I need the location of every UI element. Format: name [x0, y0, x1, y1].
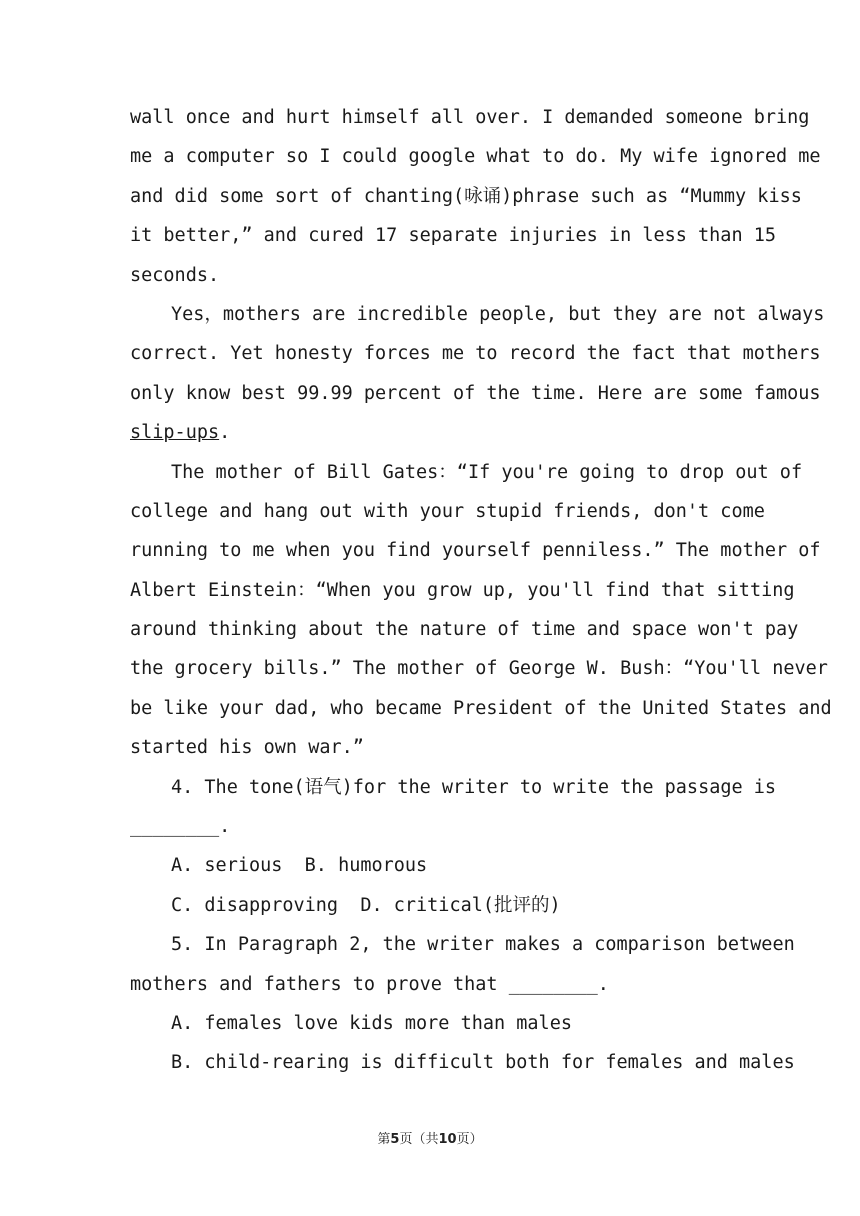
text-line: college and hang out with your stupid friends, don't come — [130, 500, 765, 522]
text-line: Albert Einstein：“When you grow up, you'll find that sitting — [130, 579, 795, 601]
question-5-option-b: B. child-rearing is difficult both for females and males — [171, 1052, 795, 1074]
text-line: only know best 99.99 percent of the time. Here are some famous — [130, 382, 821, 404]
question-5-option-a: A. females love kids more than males — [171, 1012, 572, 1034]
document-page — [130, 98, 832, 1083]
text-line: seconds. — [130, 264, 220, 286]
footer-prefix: 第 — [377, 1132, 391, 1147]
text-line: correct. Yet honesty forces me to record the fact that mothers — [130, 343, 821, 365]
text-line: Yes，mothers are incredible people, but they are not always — [171, 303, 825, 325]
text-line: wall once and hurt himself all over. I demanded someone bring — [130, 107, 810, 128]
footer-page-number: 5 — [390, 1132, 400, 1147]
footer-total-pages: 10 — [438, 1132, 457, 1147]
text-line: and did some sort of chanting(咏诵)phrase such as “Mummy kiss — [130, 185, 802, 207]
text-line: me a computer so I could google what to do. My wife ignored me — [130, 146, 821, 168]
question-4-options-cd: C. disapproving D. critical(批评的) — [171, 894, 561, 916]
text-line: The mother of Bill Gates：“If you're going to drop out of — [171, 461, 803, 483]
text-line — [130, 413, 730, 452]
underlined-phrase: slip-ups — [130, 422, 220, 444]
text-line: running to me when you find yourself penniless.” The mother of — [130, 540, 821, 562]
text-line: be like your dad, who became President of the United States and — [130, 697, 832, 719]
text-line: it better,” and cured 17 separate injuries in less than 15 — [130, 225, 777, 247]
question-4-blank: ________. — [130, 816, 231, 838]
question-5-blank-line: mothers and fathers to prove that ________. — [130, 973, 609, 995]
footer-suffix: 页） — [456, 1132, 483, 1147]
question-4-stem: 4. The tone(语气)for the writer to write the passage is — [171, 776, 777, 798]
question-4-options-ab: A. serious B. humorous — [171, 855, 428, 877]
text-fragment: . — [219, 422, 231, 444]
text-line: the grocery bills.” The mother of George W. Bush：“You'll never — [130, 658, 828, 680]
page-footer — [0, 1128, 860, 1147]
question-5-stem: 5. In Paragraph 2, the writer makes a comparison between — [171, 934, 795, 956]
footer-middle: 页（共 — [399, 1132, 439, 1147]
text-line: around thinking about the nature of time and space won't pay — [130, 619, 799, 641]
text-line: started his own war.” — [130, 737, 364, 759]
